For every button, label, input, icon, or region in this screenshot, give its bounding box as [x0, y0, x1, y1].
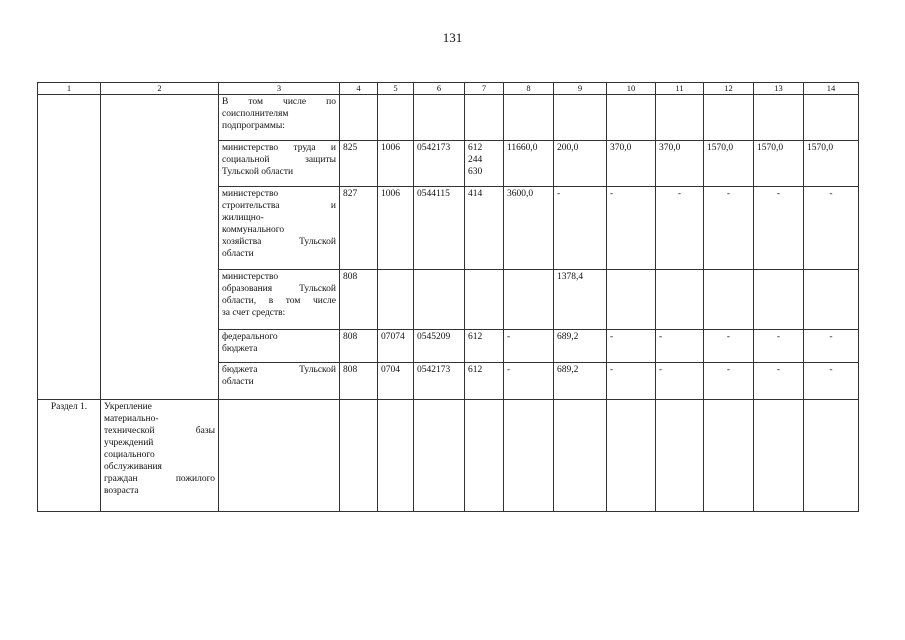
cell-c4: 825 [340, 141, 378, 187]
column-header-14: 14 [804, 83, 859, 95]
cell-c14: - [804, 187, 859, 270]
cell-c4: 808 [340, 363, 378, 400]
cell-c12 [704, 270, 754, 330]
cell-c10 [607, 270, 656, 330]
cell-c8 [504, 270, 554, 330]
row-name-labor-ministry: министерство труда и социальной защиты Тульской области [219, 141, 340, 187]
budget-table [37, 82, 859, 512]
empty-cell [554, 400, 607, 512]
empty-cell [219, 400, 340, 512]
cell-c7: 414 [465, 187, 504, 270]
cell-c8 [504, 95, 554, 141]
empty-cell [340, 400, 378, 512]
cell-c11: - [656, 330, 704, 363]
column-header-1: 1 [38, 83, 101, 95]
column-header-6: 6 [414, 83, 465, 95]
cell-c8: 3600,0 [504, 187, 554, 270]
cell-c12: - [704, 330, 754, 363]
empty-cell [754, 400, 804, 512]
cell-c11: - [656, 363, 704, 400]
cell-c10 [607, 95, 656, 141]
cell-c5: 0704 [378, 363, 414, 400]
cell-c13: - [754, 187, 804, 270]
cell-c8: 11660,0 [504, 141, 554, 187]
cell-c10: - [607, 363, 656, 400]
page-number: 131 [442, 30, 463, 45]
cell-c11: - [656, 187, 704, 270]
cell-c9: 689,2 [554, 363, 607, 400]
empty-cell [101, 95, 219, 400]
cell-c11 [656, 270, 704, 330]
cell-c5: 07074 [378, 330, 414, 363]
cell-c13: - [754, 363, 804, 400]
row-name-construction-ministry: министерство строительства и жилищно- коммунального хозяйства Тульской области [219, 187, 340, 270]
cell-c7: 612 [465, 363, 504, 400]
section-title: Укрепление материально- технической базы учреждений социального обслуживания граждан пожилого возраста [101, 400, 219, 512]
column-header-8: 8 [504, 83, 554, 95]
empty-cell [656, 400, 704, 512]
cell-c7 [465, 95, 504, 141]
table-row [38, 95, 859, 141]
cell-c9: - [554, 187, 607, 270]
cell-c12: - [704, 363, 754, 400]
column-header-7: 7 [465, 83, 504, 95]
column-header-5: 5 [378, 83, 414, 95]
empty-cell [804, 400, 859, 512]
column-header-9: 9 [554, 83, 607, 95]
cell-c5: 1006 [378, 141, 414, 187]
column-header-11: 11 [656, 83, 704, 95]
cell-c12: - [704, 187, 754, 270]
cell-c14 [804, 95, 859, 141]
cell-c13: 1570,0 [754, 141, 804, 187]
cell-c13 [754, 270, 804, 330]
cell-c6 [414, 270, 465, 330]
cell-c6: 0544115 [414, 187, 465, 270]
cell-c6: 0545209 [414, 330, 465, 363]
empty-cell [504, 400, 554, 512]
cell-c5 [378, 95, 414, 141]
cell-c8: - [504, 363, 554, 400]
empty-cell [38, 95, 101, 400]
empty-cell [465, 400, 504, 512]
column-header-10: 10 [607, 83, 656, 95]
column-header-2: 2 [101, 83, 219, 95]
column-header-12: 12 [704, 83, 754, 95]
cell-c6 [414, 95, 465, 141]
empty-cell [414, 400, 465, 512]
row-name-federal-budget: федерального бюджета [219, 330, 340, 363]
cell-c14: - [804, 363, 859, 400]
cell-c5 [378, 270, 414, 330]
cell-c10: - [607, 187, 656, 270]
cell-c9: 200,0 [554, 141, 607, 187]
cell-c11 [656, 95, 704, 141]
cell-c9: 689,2 [554, 330, 607, 363]
cell-c14: - [804, 330, 859, 363]
cell-c9: 1378,4 [554, 270, 607, 330]
cell-c12: 1570,0 [704, 141, 754, 187]
cell-c11: 370,0 [656, 141, 704, 187]
row-name-co-executors: В том числе по соисполнителям подпрограммы: [219, 95, 340, 141]
cell-c13 [754, 95, 804, 141]
row-name-regional-budget: бюджета Тульской области [219, 363, 340, 400]
cell-c14 [804, 270, 859, 330]
column-header-4: 4 [340, 83, 378, 95]
column-header-13: 13 [754, 83, 804, 95]
cell-c4: 808 [340, 270, 378, 330]
cell-c14: 1570,0 [804, 141, 859, 187]
cell-c7: 612 244 630 [465, 141, 504, 187]
cell-c8: - [504, 330, 554, 363]
cell-c6: 0542173 [414, 141, 465, 187]
row-name-education-ministry: министерство образования Тульской области, в том числе за счет средств: [219, 270, 340, 330]
cell-c13: - [754, 330, 804, 363]
column-header-3: 3 [219, 83, 340, 95]
section-label: Раздел 1. [38, 400, 101, 512]
empty-cell [704, 400, 754, 512]
cell-c5: 1006 [378, 187, 414, 270]
column-number-row [38, 83, 859, 95]
cell-c7 [465, 270, 504, 330]
cell-c4 [340, 95, 378, 141]
section-row [38, 400, 859, 512]
cell-c9 [554, 95, 607, 141]
cell-c4: 827 [340, 187, 378, 270]
cell-c12 [704, 95, 754, 141]
cell-c6: 0542173 [414, 363, 465, 400]
cell-c10: 370,0 [607, 141, 656, 187]
cell-c10: - [607, 330, 656, 363]
cell-c7: 612 [465, 330, 504, 363]
empty-cell [378, 400, 414, 512]
empty-cell [607, 400, 656, 512]
cell-c4: 808 [340, 330, 378, 363]
